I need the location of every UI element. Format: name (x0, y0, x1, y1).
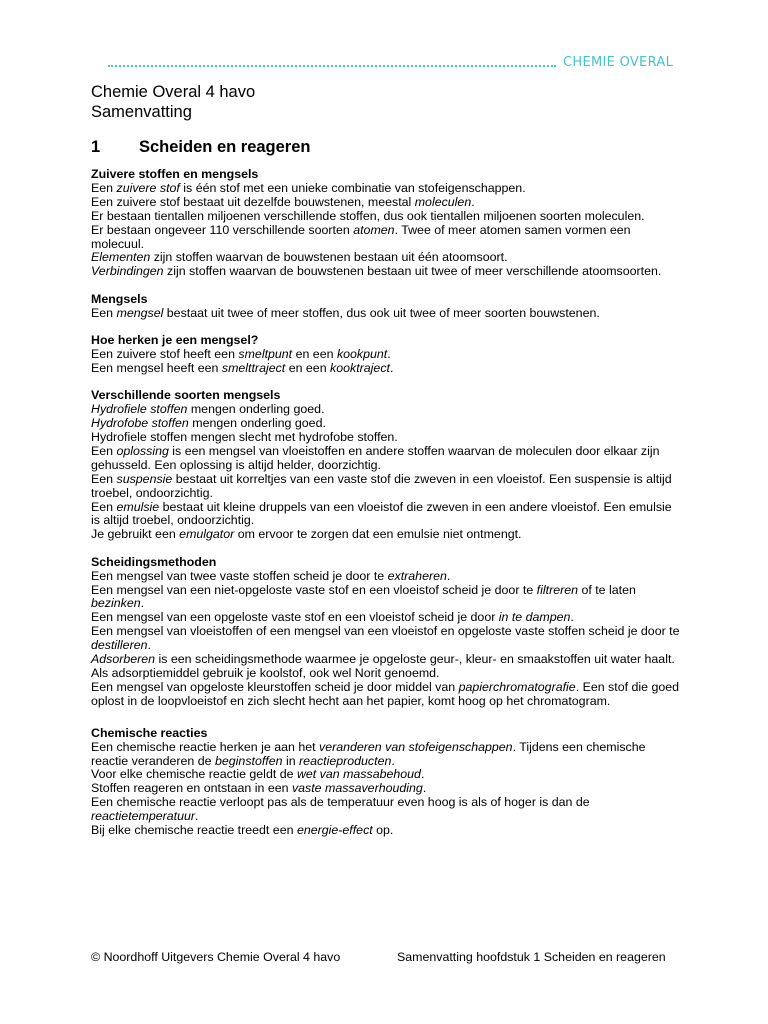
key-term: moleculen (414, 194, 472, 209)
text-run: Een chemische reactie herken je aan het (91, 739, 319, 754)
text-run: Er bestaan ongeveer 110 verschillende soorten (91, 222, 354, 237)
key-term: veranderen van stofeigenschappen (319, 739, 513, 754)
text-run: op. (372, 823, 394, 838)
key-term: kookpunt (336, 346, 388, 361)
text-run: mengen onderling goed. (188, 416, 326, 431)
key-term: zuivere stof (116, 180, 180, 195)
paragraph-line (91, 768, 681, 782)
key-term: filtreren (536, 582, 578, 597)
text-run: . (147, 638, 151, 653)
key-term: bezinken (91, 596, 141, 611)
chapter-heading (91, 138, 311, 157)
text-run: . (391, 753, 395, 768)
text-run: . (570, 610, 574, 625)
chapter-title: Scheiden en reageren (139, 138, 311, 156)
text-run: Hydrofiele stoffen mengen slecht met hydrofobe stoffen. (91, 430, 398, 444)
text-run: Een mengsel van vloeistoffen of een mengsel van een vloeistof en opgeloste vaste stoffen scheid je door te (91, 624, 680, 639)
section (91, 556, 681, 709)
text-run: Een mengsel van een niet-opgeloste vaste stof en een vloeistof scheid je door te (91, 582, 537, 597)
document-title-line1: Chemie Overal 4 havo (91, 83, 256, 101)
text-run: Een chemische reactie verloopt pas als de temperatuur even hoog is als of hoger is dan de (91, 795, 590, 810)
text-run: Er bestaan tientallen miljoenen verschillende stoffen, dus ook tientallen miljoenen soorten moleculen. (91, 208, 645, 223)
key-term: destilleren (91, 638, 148, 653)
paragraph-line (91, 584, 681, 612)
paragraph-line (91, 501, 681, 529)
text-run: is een scheidingsmethode waarmee je opgeloste geur-, kleur- en smaakstoffen uit water haalt. Als adsorptiemiddel gebruik je koolstof, ook wel Norit genoemd. (91, 652, 675, 680)
text-run: . (140, 596, 145, 611)
paragraph-line (91, 824, 681, 838)
chapter-number: 1 (91, 138, 101, 156)
key-term: energie-effect (296, 823, 373, 838)
paragraph-line (91, 445, 681, 473)
text-run: zijn stoffen waarvan de bouwstenen bestaan uit twee of meer verschillende atoomsoorten. (163, 264, 662, 279)
text-run: is een mengsel van vloeistoffen en andere stoffen waarvan de moleculen door elkaar zijn gehusseld. Een oplossing is altijd helder, doorzichtig. (91, 443, 660, 472)
key-term: beginstoffen (215, 753, 283, 768)
key-term: Elementen (91, 250, 151, 265)
paragraph-line (91, 348, 681, 362)
paragraph-line (91, 265, 681, 279)
key-term: smeltpunt (238, 346, 293, 361)
section (91, 293, 681, 321)
text-run: . (195, 809, 199, 824)
header-dotted-rule (108, 65, 556, 67)
text-run: . (420, 767, 425, 782)
section (91, 334, 681, 376)
key-term: suspensie (116, 471, 173, 486)
text-run: bestaat uit kleine druppels van een vloeistof die zweven in een andere vloeistof. Een emulsie is altijd troebel, ondoorzichtig. (91, 499, 672, 528)
text-run: Een zuivere stof bestaat uit dezelfde bouwstenen, meestal (91, 194, 415, 209)
text-run: en een (285, 360, 331, 375)
text-run: . (422, 781, 427, 796)
paragraph-line (91, 681, 681, 709)
paragraph-line (91, 796, 681, 824)
text-run: . Een stof die goed oplost in de loopvloeistof en zich slecht hecht aan het papier, komt hoog op het chromatogram. (91, 679, 680, 708)
text-run: Een (91, 499, 117, 514)
key-term: kooktraject (330, 360, 390, 375)
section-heading: Scheidingsmethoden (91, 554, 217, 569)
text-run: . Tijdens een chemische reactie veranderen de (91, 739, 646, 768)
text-run: is één stof met een unieke combinatie van stofeigenschappen. (179, 180, 526, 195)
key-term: emulgator (179, 527, 235, 542)
paragraph-line (91, 528, 681, 542)
paragraph-line (91, 653, 681, 681)
text-run: Een mengsel van opgeloste kleurstoffen scheid je door middel van (91, 679, 459, 694)
brand-logo-text: CHEMIE OVERAL (563, 55, 674, 70)
paragraph-line (91, 362, 681, 376)
section-heading: Hoe herken je een mengsel? (91, 333, 259, 348)
text-run: om ervoor te zorgen dat een emulsie niet ontmengt. (234, 527, 522, 542)
text-run: in (282, 753, 300, 768)
paragraph-line (91, 196, 681, 210)
key-term: wet van massabehoud (296, 767, 421, 782)
section (91, 389, 681, 542)
text-run: Een (91, 471, 117, 486)
paragraph-line (91, 431, 681, 445)
key-term: Hydrofiele stoffen (91, 402, 188, 417)
footer-section-title: Samenvatting hoofdstuk 1 Scheiden en reageren (397, 950, 666, 964)
key-term: Verbindingen (91, 264, 164, 279)
text-run: . (446, 568, 451, 583)
paragraph-line (91, 611, 681, 625)
text-run: Een zuivere stof heeft een (91, 346, 239, 361)
paragraph-line (91, 473, 681, 501)
key-term: vaste massaverhouding (291, 781, 423, 796)
text-run: Een (91, 180, 117, 195)
document-body (91, 168, 681, 851)
paragraph-line (91, 625, 681, 653)
text-run: Je gebruikt een (91, 527, 180, 542)
text-run: bestaat uit korreltjes van een vaste stof die zweven in een vloeistof. Een suspensie is altijd troebel, ondoorzichtig. (91, 471, 672, 500)
text-run: Een (91, 305, 117, 320)
paragraph-line (91, 210, 681, 224)
text-run: Een mengsel van twee vaste stoffen scheid je door te (91, 568, 388, 583)
text-run: of te laten (578, 582, 636, 597)
paragraph-line (91, 403, 681, 417)
key-term: Hydrofobe stoffen (91, 416, 189, 431)
paragraph-line (91, 782, 681, 796)
key-term: reactietemperatuur (91, 809, 195, 824)
section (91, 168, 681, 279)
section (91, 727, 681, 838)
text-run: Bij elke chemische reactie treedt een (91, 823, 297, 838)
text-run: . (389, 360, 394, 375)
text-run: Voor elke chemische reactie geldt de (91, 767, 297, 782)
text-run: Stoffen reageren en ontstaan in een (91, 781, 292, 796)
section-heading: Chemische reacties (91, 725, 208, 740)
document-title (91, 82, 255, 122)
paragraph-line (91, 741, 681, 769)
document-title-line2: Samenvatting (91, 103, 192, 121)
key-term: atomen (353, 222, 395, 237)
section-heading: Verschillende soorten mengsels (91, 388, 281, 403)
key-term: mengsel (116, 305, 164, 320)
paragraph-line (91, 182, 681, 196)
paragraph-line (91, 417, 681, 431)
text-run: zijn stoffen waarvan de bouwstenen bestaan uit één atoomsoort. (150, 250, 508, 265)
paragraph-line (91, 224, 681, 252)
text-run: . Twee of meer atomen samen vormen een molecuul. (91, 222, 631, 251)
key-term: oplossing (116, 443, 169, 458)
text-run: Een (91, 443, 117, 458)
key-term: emulsie (116, 499, 160, 514)
footer-copyright: © Noordhoff Uitgevers Chemie Overal 4 havo (91, 950, 341, 964)
text-run: . (387, 346, 391, 361)
section-heading: Zuivere stoffen en mengsels (91, 167, 259, 181)
paragraph-line (91, 307, 681, 321)
text-run: en een (292, 346, 337, 361)
key-term: smelttraject (221, 360, 286, 375)
key-term: in te dampen (498, 610, 571, 625)
key-term: reactieproducten (299, 753, 392, 768)
text-run: Een mengsel heeft een (91, 360, 222, 375)
section-heading: Mengsels (91, 291, 148, 306)
text-run: . (471, 194, 475, 209)
text-run: Een mengsel van een opgeloste vaste stof en een vloeistof scheid je door (91, 610, 499, 625)
paragraph-line (91, 251, 681, 265)
paragraph-line (91, 570, 681, 584)
text-run: bestaat uit twee of meer stoffen, dus ook uit twee of meer soorten bouwstenen. (163, 305, 600, 320)
text-run: mengen onderling goed. (187, 402, 325, 417)
key-term: papierchromatografie (458, 679, 576, 694)
key-term: Adsorberen (91, 652, 156, 667)
key-term: extraheren (387, 568, 447, 583)
